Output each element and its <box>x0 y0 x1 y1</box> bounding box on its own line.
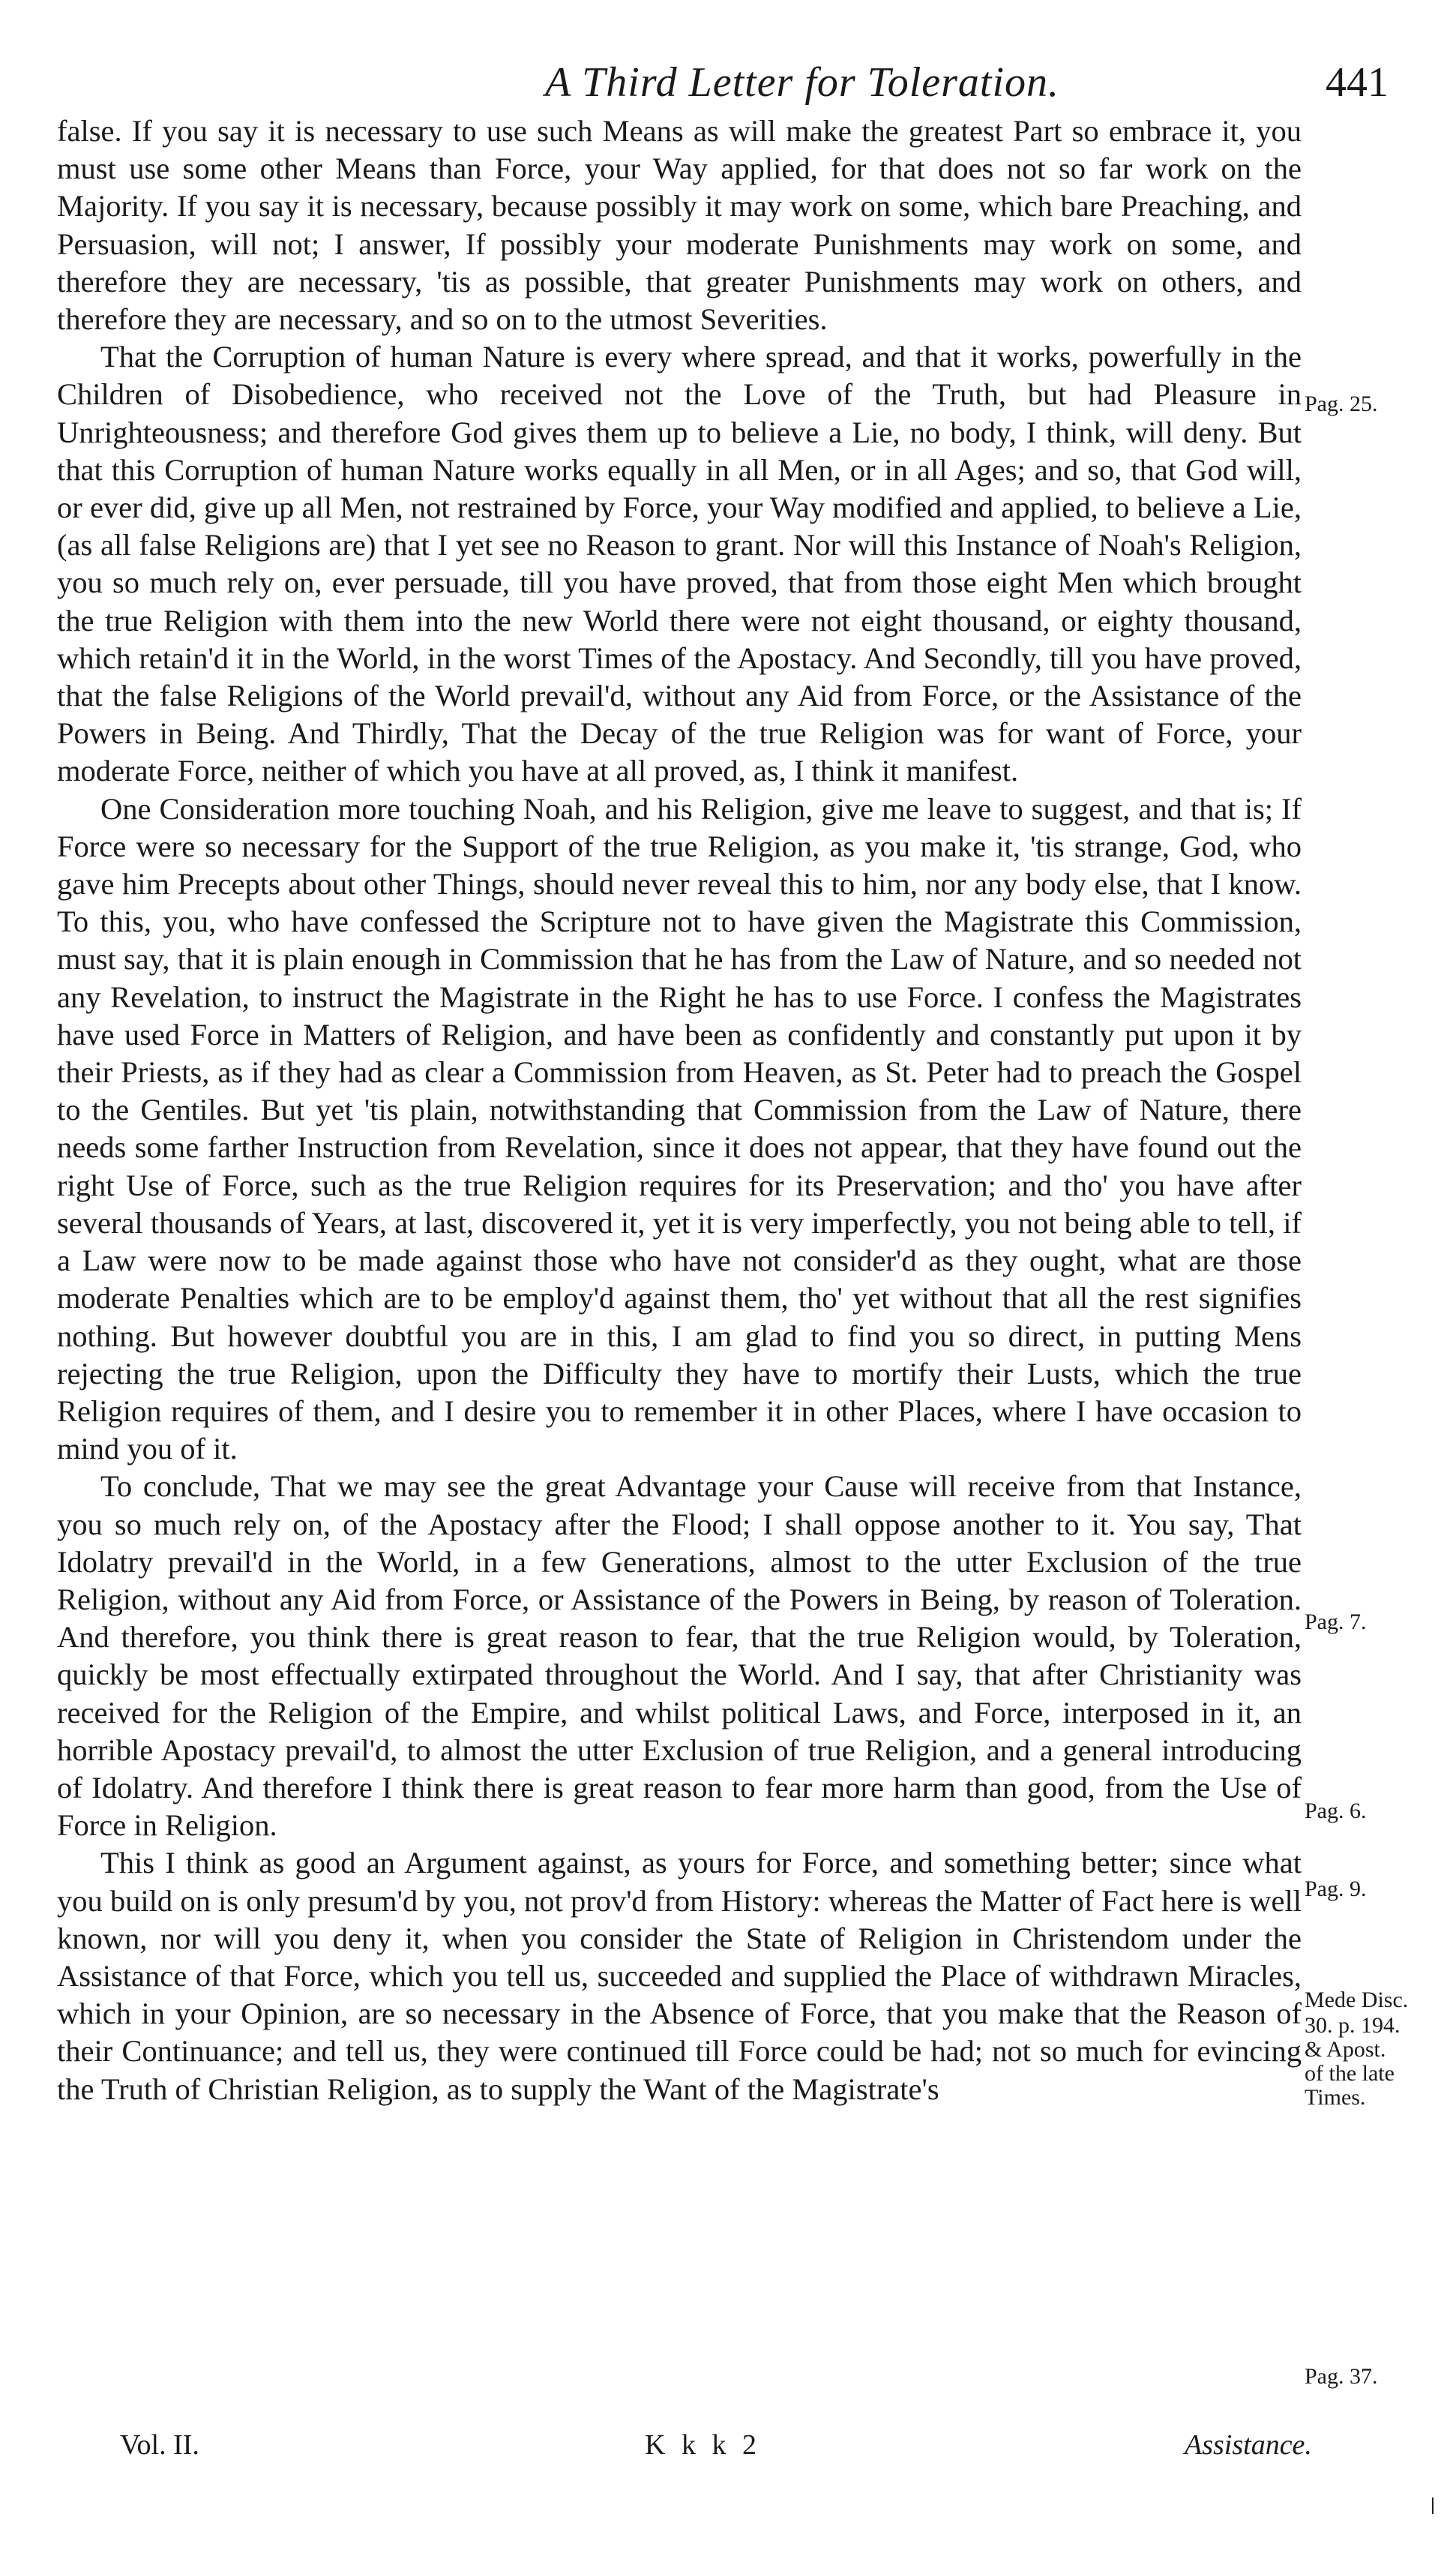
margin-note-late: of the late <box>1305 2061 1395 2086</box>
margin-note-times: Times. <box>1305 2085 1366 2110</box>
body-text <box>57 112 1302 2108</box>
paragraph-3: One Consideration more touching Noah, and his Religion, give me leave to suggest, and that is; If Force were so necessary for the Support of the true Religion, as you make it, 'tis strange, God, who gave him Precepts about other Things, should never reveal this to him, nor any body else, that I know. To this, you, who have confessed the Scripture not to have given the Magistrate this Commission, must say, that it is plain enough in Commission that he has from the Law of Nature, and so needed not any Revelation, to instruct the Magistrate in the Right he has to use Force. I confess the Magistrates have used Force in Matters of Religion, and have been as confidently and constantly put upon it by their Priests, as if they had as clear a Commission from Heaven, as St. Peter had to preach the Gospel to the Gentiles. But yet 'tis plain, notwithstanding that Commission from the Law of Nature, there needs some farther Instruction from Revelation, since it does not appear, that they have found out the right Use of Force, such as the true Religion requires for its Preservation; and tho' you have after several thousands of Years, at last, discovered it, yet it is very imperfectly, you not being able to tell, if a Law were now to be made against those who have not consider'd as they ought, what are those moderate Penalties which are to be employ'd against them, tho' yet without that all the rest signifies nothing. But however doubtful you are in this, I am glad to find you so direct, in putting Mens rejecting the true Religion, upon the Difficulty they have to mortify their Lusts, which the true Religion requires of them, and I desire you to remember it in other Places, where I have occasion to mind you of it. <box>57 791 1302 1466</box>
paragraph-4: To conclude, That we may see the great Advantage your Cause will receive from that Instance, you so much rely on, of the Apostacy after the Flood; I shall oppose another to it. You say, That Idolatry prevail'd in the World, in a few Generations, almost to the utter Exclusion of the true Religion, without any Aid from Force, or Assistance of the Powers in Being, by reason of Toleration. And therefore, you think there is great reason to fear, that the true Religion would, by Toleration, quickly be most effectually extirpated throughout the World. And I say, that after Christianity was received for the Religion of the Empire, and whilst political Laws, and Force, interposed in it, an horrible Apostacy prevail'd, to almost the utter Exclusion of true Religion, and a general introducing of Idolatry. And therefore I think there is great reason to fear more harm than good, from the Use of Force in Religion. <box>57 1469 1302 1843</box>
margin-note-pag-6: Pag. 6. <box>1305 1798 1367 1823</box>
volume-label: Vol. II. <box>120 2429 199 2461</box>
margin-note-mede-page: 30. p. 194. <box>1305 2013 1401 2038</box>
margin-note-mede: Mede Disc. <box>1305 1988 1409 2012</box>
paragraph-1: false. If you say it is necessary to use such Means as will make the greatest Part so embrace it, you must use some other Means than Force, your Way applied, for that does not so far work on the Majority. If you say it is necessary, because possibly it may work on some, which bare Preaching, and Persuasion, will not; I answer, If possibly your moderate Punishments may work on some, and therefore they are necessary, 'tis as possible, that greater Punishments may work on others, and therefore they are necessary, and so on to the utmost Severities. <box>57 114 1302 337</box>
margin-note-apost: & Apost. <box>1305 2037 1386 2062</box>
paragraph-5: This I think as good an Argument against, as yours for Force, and something better; since what you build on is only presum'd by you, not prov'd from History: whereas the Matter of Fact here is well known, nor will you deny it, when you consider the State of Religion in Christendom under the Assistance of that Force, which you tell us, succeeded and supplied the Place of withdrawn Miracles, which in your Opinion, are so necessary in the Absence of Force, that you make that the Reason of their Continuance; and tell us, they were continued till Force could be had; not so much for evincing the Truth of Christian Religion, as to supply the Want of the Magistrate's <box>57 1846 1302 2106</box>
signature-mark: K k k 2 <box>645 2429 761 2461</box>
margin-note-pag-9: Pag. 9. <box>1305 1876 1367 1901</box>
page-number: 441 <box>1326 59 1389 106</box>
running-head: A Third Letter for Toleration. <box>544 59 1060 106</box>
catchword: Assistance. <box>1185 2429 1312 2461</box>
margin-note-pag-7: Pag. 7. <box>1305 1610 1367 1634</box>
edge-mark <box>1432 2498 1434 2514</box>
margin-note-pag-37: Pag. 37. <box>1305 2364 1378 2389</box>
paragraph-2: That the Corruption of human Nature is every where spread, and that it works, powerfully in the Children of Disobedience, who received not the Love of the Truth, but had Pleasure in Unrighteousness; and therefore God gives them up to believe a Lie, no body, I think, will deny. But that this Corruption of human Nature works equally in all Men, or in all Ages; and so, that God will, or ever did, give up all Men, not restrained by Force, your Way modified and applied, to believe a Lie, (as all false Religions are) that I yet see no Reason to grant. Nor will this Instance of Noah's Religion, you so much rely on, ever persuade, till you have proved, that from those eight Men which brought the true Religion with them into the new World there were not eight thousand, or eighty thousand, which retain'd it in the World, in the worst Times of the Apostacy. And Secondly, till you have proved, that the false Religions of the World prevail'd, without any Aid from Force, or the Assistance of the Powers in Being. And Thirdly, That the Decay of the true Religion was for want of Force, your moderate Force, neither of which you have at all proved, as, I think it manifest. <box>57 340 1302 788</box>
margin-note-pag-25: Pag. 25. <box>1305 392 1378 416</box>
